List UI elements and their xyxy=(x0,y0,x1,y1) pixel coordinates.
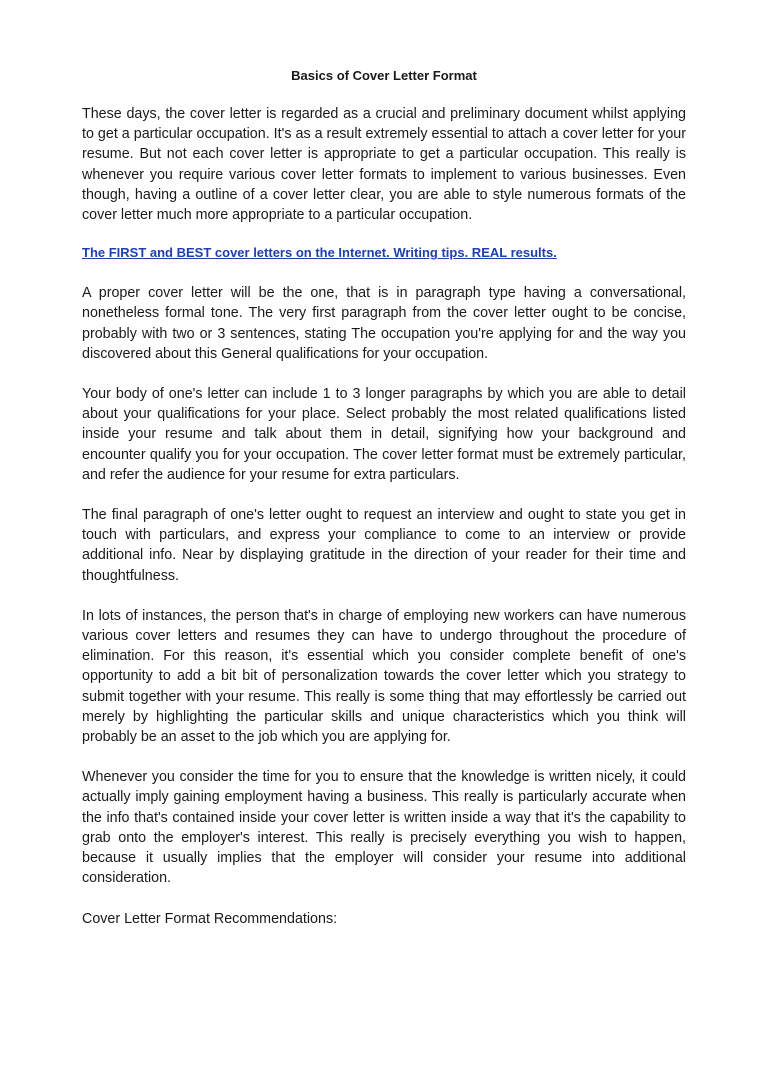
paragraph-body: Your body of one's letter can include 1 to 3 longer paragraphs by which you are able to detail about your qualifications for your place. Select probably the most related qualifications listed inside your resume and talk about them in detail, signifying how your background and encounter qualify you for your occupation. The cover letter format must be extremely particular, and refer the audience for your resume for extra particulars. xyxy=(82,386,686,483)
paragraph-instances: In lots of instances, the person that's in charge of employing new workers can have numerous various cover letters and resumes they can have to undergo throughout the procedure of elimination. For this reason, it's essential which you consider complete benefit of one's opportunity to add a bit bit of personalization towards the cover letter which you strategy to submit together with your resume. This really is some thing that may effortlessly be carried out merely by highlighting the particular skills and unique characteristics which you think will probably be an asset to the job which you are applying for. xyxy=(82,607,686,746)
promo-link[interactable]: The FIRST and BEST cover letters on the Internet. Writing tips. REAL results. xyxy=(82,245,557,261)
paragraph-whenever: Whenever you consider the time for you to ensure that the knowledge is written nicely, it could actually imply gaining employment having a business. This really is particularly accurate when the info that's contained inside your cover letter is written inside a way that it's the capability to grab onto the employer's interest. This really is precisely everything you wish to happen, because it usually implies that the employer will consider your resume into additional consideration. xyxy=(82,769,686,887)
promo-link-line xyxy=(82,245,686,261)
paragraph-final: The final paragraph of one's letter ought to request an interview and ought to state you get in touch with particulars, and express your compliance to come to an interview or provide additional info. Near by displaying gratitude in the direction of your reader for their time and thoughtfulness. xyxy=(82,507,686,584)
document-title: Basics of Cover Letter Format xyxy=(291,68,477,83)
recommendations-heading: Cover Letter Format Recommendations: xyxy=(82,910,338,927)
paragraph-proper-letter: A proper cover letter will be the one, that is in paragraph type having a conversational, nonetheless formal tone. The very first paragraph from the cover letter ought to be concise, probably with two or 3 sentences, stating The occupation you're applying for and the way you discovered about this General qualifications for your occupation. xyxy=(82,285,686,362)
paragraph-intro: These days, the cover letter is regarded as a crucial and preliminary document whilst applying to get a particular occupation. It's as a result extremely essential to attach a cover letter for your resume. But not each cover letter is appropriate to get a particular occupation. This really is whenever you require various cover letter formats to implement to various businesses. Even though, having a outline of a cover letter clear, you are able to style numerous formats of the cover letter much more appropriate to a particular occupation. xyxy=(82,106,686,224)
